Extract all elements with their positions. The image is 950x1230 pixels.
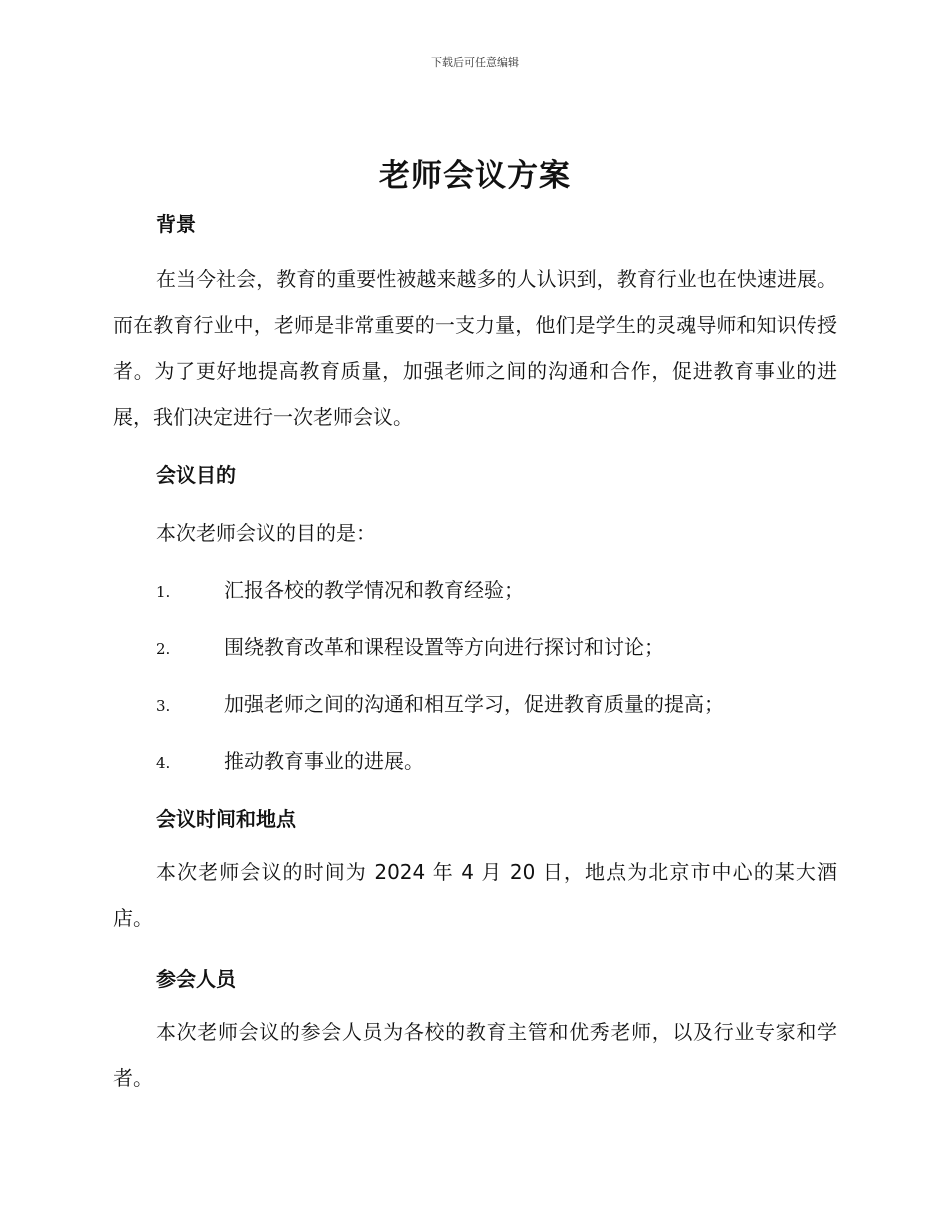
list-item — [156, 574, 856, 603]
section-heading-attendees: 参会人员 — [156, 967, 236, 991]
list-item-number: 4. — [156, 754, 171, 772]
list-item-number: 3. — [156, 697, 171, 715]
time-place-paragraph: 本次老师会议的时间为 2024 年 4 月 20 日，地点为北京市中心的某大酒店。 — [113, 860, 837, 930]
list-item-text: 围绕教育改革和课程设置等方向进行探讨和讨论； — [224, 635, 664, 659]
list-item-text: 汇报各校的教学情况和教育经验； — [224, 578, 524, 602]
header-note: 下载后可任意编辑 — [431, 56, 519, 69]
list-item — [156, 631, 856, 660]
list-item-number: 2. — [156, 640, 171, 658]
purpose-intro: 本次老师会议的目的是： — [156, 521, 376, 545]
section-heading-time-place: 会议时间和地点 — [156, 807, 296, 831]
background-paragraph: 在当今社会，教育的重要性被越来越多的人认识到，教育行业也在快速进展。而在教育行业中，老师是非常重要的一支力量，他们是学生的灵魂导师和知识传授者。为了更好地提高教育质量，加强老师之间的沟通和合作，促进教育事业的进展，我们决定进行一次老师会议。 — [113, 267, 837, 429]
section-heading-purpose: 会议目的 — [156, 463, 236, 487]
list-item-text: 推动教育事业的进展。 — [224, 749, 424, 773]
section-heading-background: 背景 — [156, 212, 196, 236]
list-item — [156, 688, 856, 717]
attendees-paragraph: 本次老师会议的参会人员为各校的教育主管和优秀老师，以及行业专家和学者。 — [113, 1020, 837, 1090]
list-item-number: 1. — [156, 583, 171, 601]
list-item — [156, 745, 856, 774]
list-item-text: 加强老师之间的沟通和相互学习，促进教育质量的提高； — [224, 692, 724, 716]
document-title: 老师会议方案 — [379, 158, 571, 194]
